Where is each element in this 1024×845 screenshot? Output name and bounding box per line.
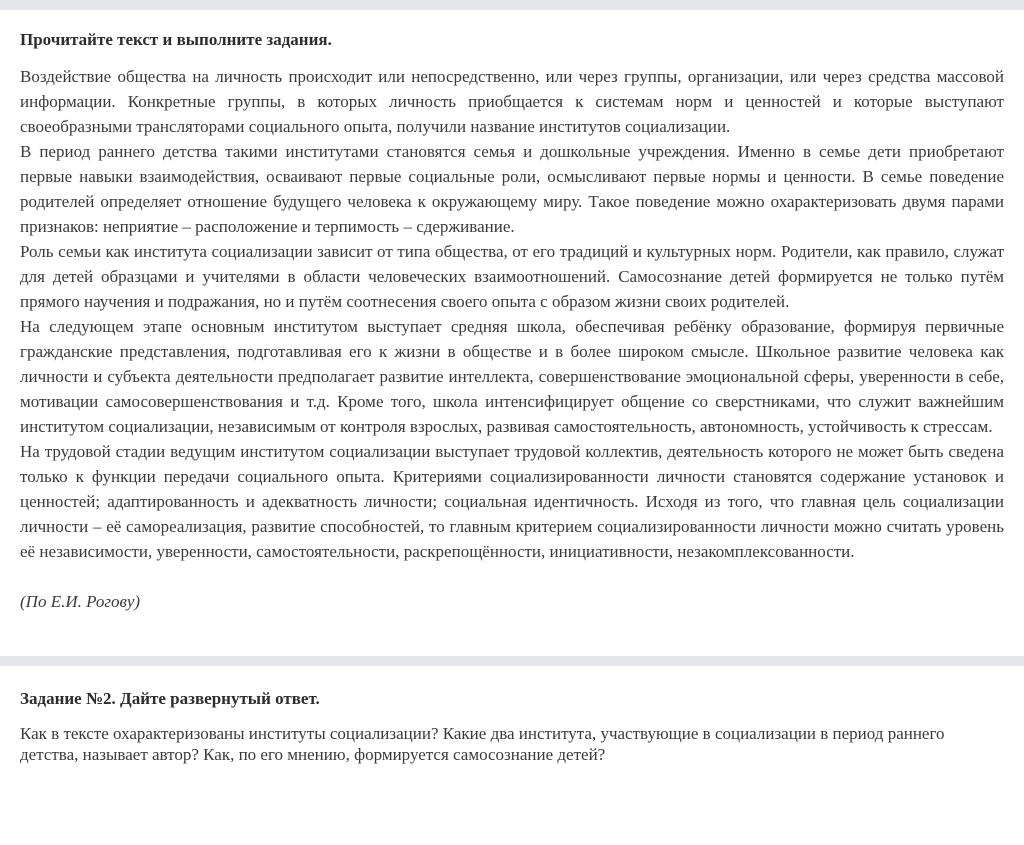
passage-paragraph-3: Роль семьи как института социализации зависит от типа общества, от его традиций и культурных норм. Родители, как правило, служат для детей образцами и учителями в области человеческих взаимоотношений. Самосознание детей формируется не только путём прямого научения и подражания, но и путём соотнесения своего опыта с образом жизни своих родителей.: [20, 242, 1004, 311]
top-divider: [0, 0, 1024, 10]
source-attribution: (По Е.И. Рогову): [20, 592, 141, 611]
task-section: [0, 666, 1024, 765]
reading-passage: [20, 64, 1004, 564]
task-title: Задание №2. Дайте развернутый ответ.: [20, 689, 320, 708]
passage-paragraph-4: На следующем этапе основным институтом выступает средняя школа, обеспечивая ребёнку образование, формируя первичные гражданские представления, подготавливая его к жизни в обществе и в более широком смысле. Школьное развитие человека как личности и субъекта деятельности предполагает развитие интеллекта, совершенствование эмоциональной сферы, уверенности в себе, мотивации самосовершенствования и т.д. Кроме того, школа интенсифицирует общение со сверстниками, что служит важнейшим институтом социализации, независимым от контроля взрослых, развивая самостоятельность, автономность, устойчивость к стрессам.: [20, 317, 1004, 436]
passage-paragraph-1: Воздействие общества на личность происходит или непосредственно, или через группы, организации, или через средства массовой информации. Конкретные группы, в которых личность приобщается к системам норм и ценностей и которые выступают своеобразными трансляторами социального опыта, получили название институтов социализации.: [20, 67, 1004, 136]
section-divider: [0, 656, 1024, 666]
reading-instruction: Прочитайте текст и выполните задания.: [20, 30, 332, 49]
task-question: Как в тексте охарактеризованы институты социализации? Какие два института, участвующие в социализации в период раннего детства, называет автор? Как, по его мнению, формируется самосознание детей?: [20, 724, 945, 764]
passage-paragraph-5: На трудовой стадии ведущим институтом социализации выступает трудовой коллектив, деятельность которого не может быть сведена только к функции передачи социального опыта. Критериями социализированности личности становятся содержание установок и ценностей; адаптированность и адекватность личности; социальная идентичность. Исходя из того, что главная цель социализации личности – её самореализация, развитие способностей, то главным критерием социализированности личности можно считать уровень её независимости, уверенности, самостоятельности, раскрепощённости, инициативности, незакомплексованности.: [20, 442, 1004, 561]
passage-paragraph-2: В период раннего детства такими институтами становятся семья и дошкольные учреждения. Именно в семье дети приобретают первые навыки взаимодействия, осваивают первые социальные роли, осмысливают первые нормы и ценности. В семье поведение родителей определяет отношение будущего человека к окружающему миру. Такое поведение можно охарактеризовать двумя парами признаков: неприятие – расположение и терпимость – сдерживание.: [20, 142, 1004, 236]
reading-section: [0, 10, 1024, 614]
